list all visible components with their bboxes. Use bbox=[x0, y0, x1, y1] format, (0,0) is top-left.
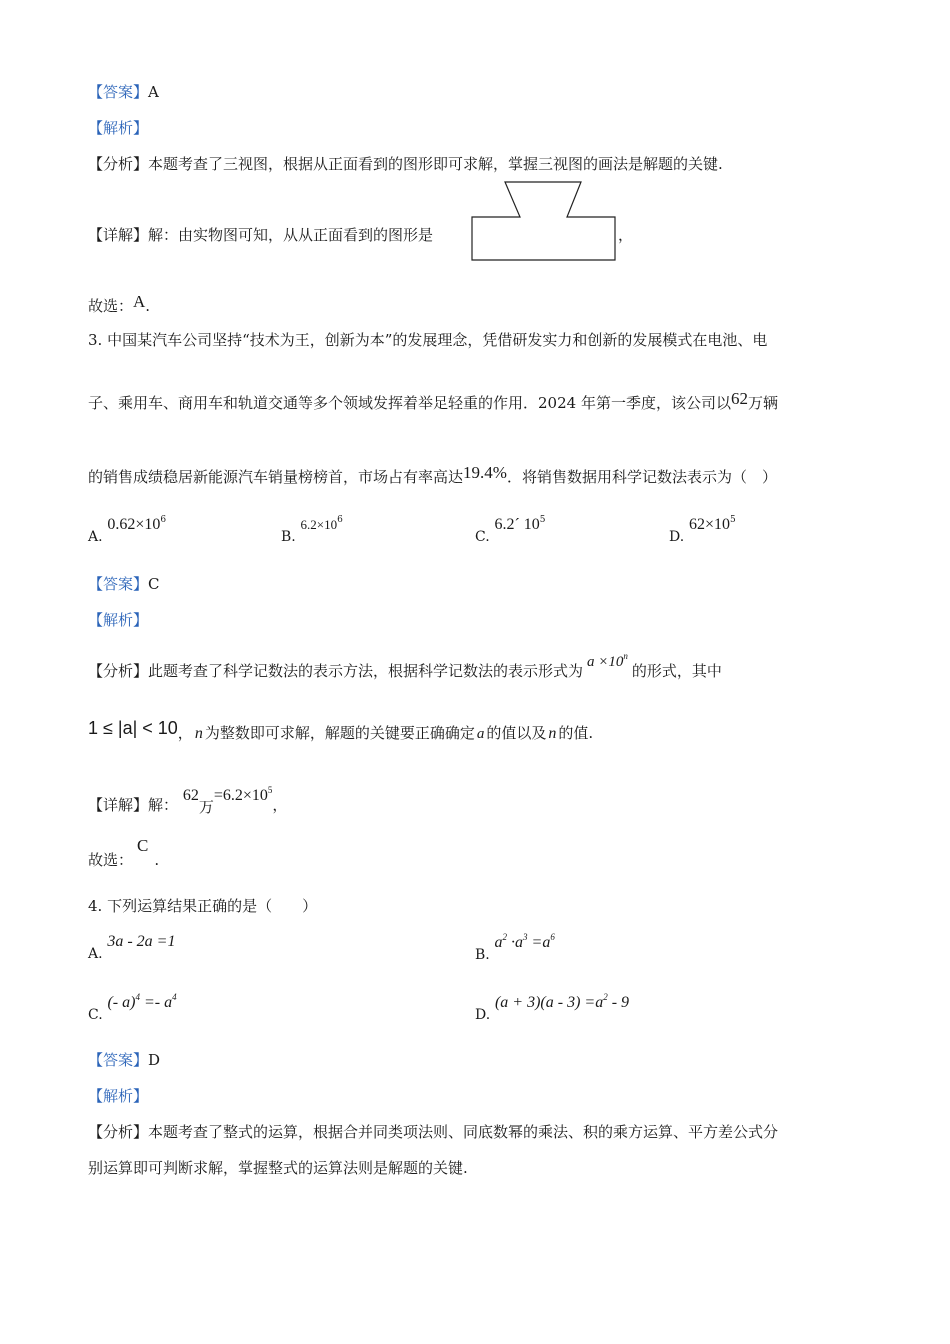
q3-analysis-line bbox=[88, 651, 722, 682]
guxuan-label: 故选： bbox=[88, 851, 134, 869]
option-expression bbox=[495, 994, 629, 1011]
expr-part-2: ·a bbox=[511, 934, 524, 951]
option-exponent: 6 bbox=[337, 515, 343, 525]
xiangjie-text: 解： bbox=[148, 796, 179, 814]
option-label: B. bbox=[475, 947, 490, 963]
option-expression bbox=[107, 994, 176, 1011]
expr-part-3: =a bbox=[531, 934, 551, 951]
q4-option-a bbox=[88, 932, 176, 962]
option-exponent: 6 bbox=[160, 515, 167, 525]
option-base: 0.62×10 bbox=[107, 516, 161, 533]
q4-jiexi-tag: 【解析】 bbox=[88, 1087, 149, 1105]
q4-answer-line bbox=[88, 1050, 160, 1070]
q3-option-c bbox=[475, 515, 546, 545]
q2-choice-line bbox=[88, 292, 151, 316]
expr-exp: 2 bbox=[603, 992, 608, 1002]
option-expression bbox=[495, 934, 555, 951]
q4-analysis-line-2: 别运算即可判断求解，掌握整式的运算法则是解题的关键. bbox=[88, 1159, 468, 1177]
q2-detail-line bbox=[88, 225, 433, 245]
xiangjie-text: 解：由实物图可知，从从正面看到的图形是 bbox=[148, 226, 434, 244]
q4-option-b bbox=[475, 932, 555, 963]
q2-answer-line bbox=[88, 82, 159, 102]
fenxi-text: 此题考查了科学记数法的表示方法，根据科学记数法的表示形式为 bbox=[148, 662, 584, 680]
q4-option-c bbox=[88, 992, 177, 1023]
expr-part: a bbox=[494, 934, 503, 951]
option-label: C. bbox=[475, 529, 490, 545]
option-exponent: 5 bbox=[730, 515, 736, 525]
fenxi-text-end: 的形式，其中 bbox=[631, 662, 722, 680]
answer-value: D bbox=[148, 1051, 161, 1069]
q3-line2-text: 子、乘用车、商用车和轨道交通等多个领域发挥着举足轻重的作用．2024 年第一季度，该公司以 bbox=[88, 394, 731, 412]
expr-exp-2: 3 bbox=[523, 932, 528, 942]
option-label: A. bbox=[88, 529, 103, 545]
option-label: D. bbox=[669, 529, 685, 545]
fenxi-text: 本题考查了整式的运算，根据合并同类项法则、同底数幂的乘法、积的乘方运算、平方差公式分 bbox=[148, 1123, 779, 1141]
guxuan-label: 故选： bbox=[88, 297, 134, 315]
expr-exp-3: 6 bbox=[550, 932, 555, 942]
fenxi-text: 本题考查了三视图，根据从正面看到的图形即可求解，掌握三视图的画法是解题的关键. bbox=[148, 155, 723, 173]
option-exponent: 5 bbox=[539, 515, 546, 525]
q3-option-b bbox=[281, 515, 343, 545]
expr-part: (a + 3)(a - 3) =a bbox=[494, 994, 604, 1011]
q3-detail-line bbox=[88, 785, 288, 816]
abs-inequality: 1 ≤ |a| < 10 bbox=[88, 718, 178, 738]
option-label: B. bbox=[281, 529, 296, 545]
q3-percent: 19.4% bbox=[463, 463, 507, 482]
q3-option-a bbox=[88, 515, 167, 545]
q3-line3-text: 的销售成绩稳居新能源汽车销量榜榜首，市场占有率高达 bbox=[88, 468, 464, 486]
front-view-figure bbox=[470, 180, 618, 262]
fenxi-tag: 【分析】 bbox=[88, 155, 149, 173]
xj-equation bbox=[214, 787, 273, 804]
var-n: n bbox=[194, 725, 203, 742]
expr-exp: 4 bbox=[135, 992, 140, 1002]
xj-comma: ， bbox=[272, 796, 288, 814]
period: . bbox=[145, 297, 151, 315]
xj-wan: 万 bbox=[198, 798, 214, 816]
option-expression: 3a - 2a =1 bbox=[107, 933, 176, 950]
q3-condition-line bbox=[88, 718, 594, 744]
answer-tag: 【答案】 bbox=[88, 575, 149, 593]
fenxi-tag: 【分析】 bbox=[88, 1123, 149, 1141]
xiangjie-tag: 【详解】 bbox=[88, 226, 149, 244]
comma: ， bbox=[177, 724, 193, 742]
q3-option-d bbox=[669, 515, 736, 545]
choice-value: A bbox=[133, 292, 146, 311]
option-label: D. bbox=[475, 1007, 491, 1023]
xj-number: 62 bbox=[182, 787, 199, 804]
q3-stem-line-3 bbox=[88, 463, 777, 487]
q4-stem: 4. 下列运算结果正确的是（ ） bbox=[88, 897, 318, 915]
xiangjie-comma: ， bbox=[618, 226, 634, 244]
q2-jiexi-tag: 【解析】 bbox=[88, 119, 149, 137]
q3-number-62: 62 bbox=[730, 389, 748, 408]
q4-option-d bbox=[475, 992, 630, 1023]
option-base: 6.2´ 10 bbox=[494, 516, 540, 533]
q4-analysis-line-1 bbox=[88, 1122, 778, 1142]
option-label: C. bbox=[88, 1007, 103, 1023]
q2-analysis-line bbox=[88, 154, 723, 174]
choice-value: C bbox=[137, 836, 149, 855]
answer-value: C bbox=[148, 575, 160, 593]
option-label: A. bbox=[88, 946, 103, 962]
option-base: 6.2×10 bbox=[300, 517, 338, 532]
xj-eq-base: =6.2×10 bbox=[213, 787, 268, 804]
q3-line2-end: 万辆 bbox=[747, 394, 778, 412]
formula-exponent: n bbox=[623, 651, 628, 661]
period: . bbox=[154, 851, 160, 869]
q3-stem-line-2 bbox=[88, 389, 778, 413]
var-n-2: n bbox=[548, 725, 557, 742]
q3-choice-line bbox=[88, 836, 160, 870]
expr-exp-2: 4 bbox=[172, 992, 177, 1002]
formula-base: a ×10 bbox=[587, 654, 624, 670]
answer-tag: 【答案】 bbox=[88, 1051, 149, 1069]
q3-jiexi-tag: 【解析】 bbox=[88, 611, 149, 629]
answer-value: A bbox=[148, 83, 159, 101]
cond-text-2: 的值以及 bbox=[486, 724, 547, 742]
q3-answer-line bbox=[88, 574, 160, 594]
expr-part: (- a) bbox=[107, 994, 136, 1011]
sci-notation-formula bbox=[587, 651, 628, 670]
q3-stem-line-1: 3. 中国某汽车公司坚持“技术为王，创新为本”的发展理念，凭借研发实力和创新的发展模式在电池、电 bbox=[88, 331, 768, 349]
cond-end: 的值. bbox=[558, 724, 594, 742]
expr-part-2: =- a bbox=[143, 994, 173, 1011]
cond-text: 为整数即可求解，解题的关键要正确确定 bbox=[204, 724, 475, 742]
var-a: a bbox=[476, 726, 485, 742]
option-base: 62×10 bbox=[688, 516, 730, 533]
expr-exp: 2 bbox=[502, 932, 508, 942]
expr-part-2: - 9 bbox=[607, 994, 630, 1011]
q3-line3-end: ．将销售数据用科学记数法表示为（ ） bbox=[506, 468, 777, 486]
xiangjie-tag: 【详解】 bbox=[88, 796, 149, 814]
xj-exponent: 5 bbox=[267, 785, 273, 795]
fenxi-tag: 【分析】 bbox=[88, 662, 149, 680]
answer-tag: 【答案】 bbox=[88, 83, 149, 101]
